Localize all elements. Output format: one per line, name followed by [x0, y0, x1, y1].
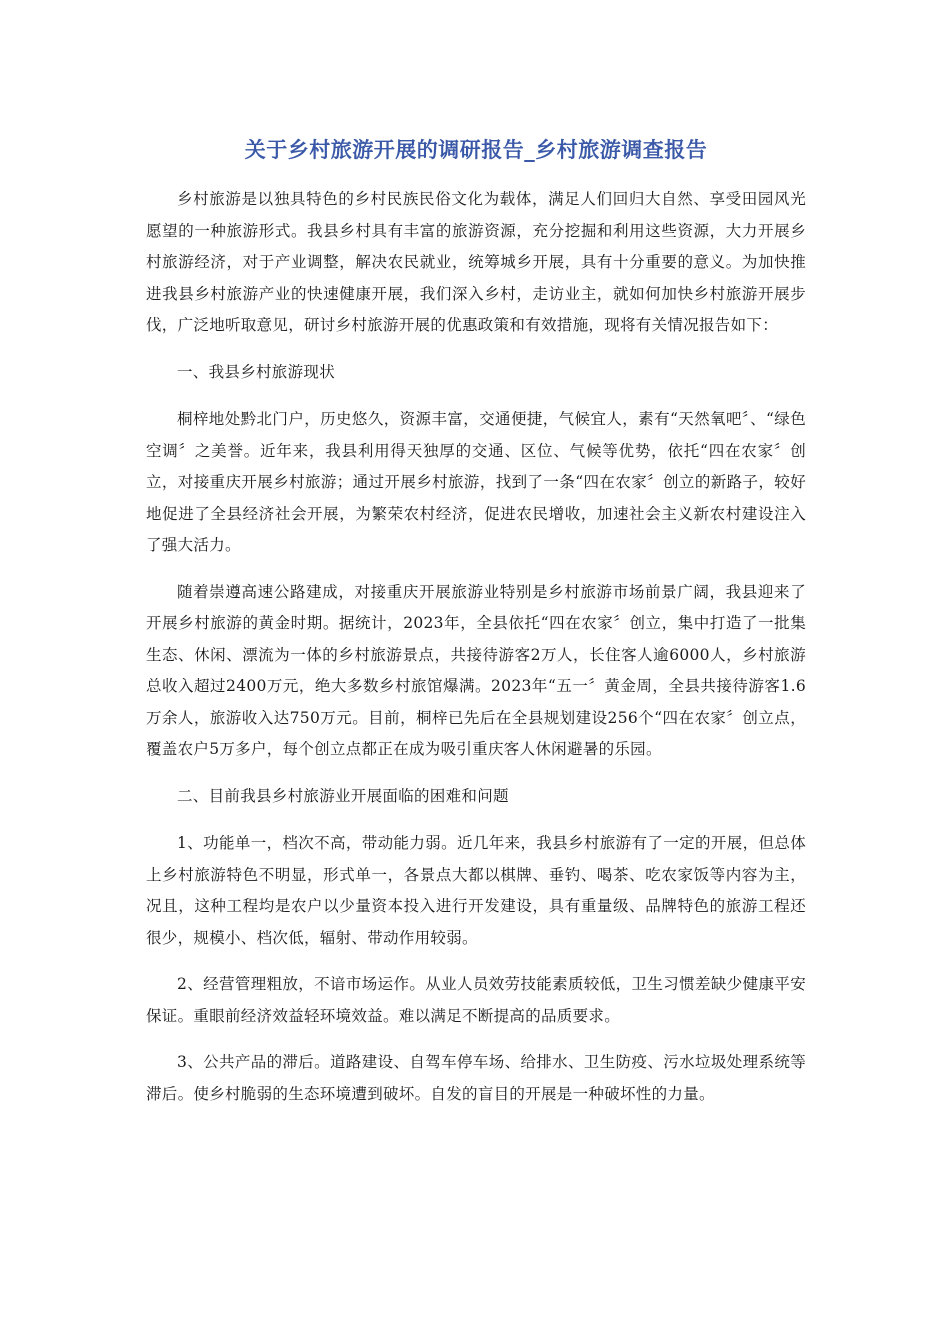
problem-paragraph-2: 2、经营管理粗放，不谙市场运作。从业人员效劳技能素质较低，卫生习惯差缺少健康平安保证。重眼前经济效益轻环境效益。难以满足不断提高的品质要求。: [146, 975, 806, 1025]
intro-paragraph: 乡村旅游是以独具特色的乡村民族民俗文化为载体，满足人们回归大自然、享受田园风光愿望的一种旅游形式。我县乡村具有丰富的旅游资源，充分挖掘和利用这些资源，大力开展乡村旅游经济，对于产业调整，解决农民就业，统筹城乡开展，具有十分重要的意义。为加快推进我县乡村旅游产业的快速健康开展，我们深入乡村，走访业主，就如何加快乡村旅游开展步伐，广泛地听取意见，研讨乡村旅游开展的优惠政策和有效措施，现将有关情况报告如下：: [146, 190, 806, 334]
problem-paragraph-1: 1、功能单一，档次不高，带动能力弱。近几年来，我县乡村旅游有了一定的开展，但总体上乡村旅游特色不明显，形式单一，各景点大都以棋牌、垂钓、喝茶、吃农家饭等内容为主，况且，这种工程均是农户以少量资本投入进行开发建设，具有重量级、品牌特色的旅游工程还很少，规模小、档次低，辐射、带动作用较弱。: [146, 834, 806, 947]
document-title: 关于乡村旅游开展的调研报告_乡村旅游调查报告: [244, 138, 708, 162]
status-paragraph-1: 桐梓地处黔北门户，历史悠久，资源丰富，交通便捷，气候宜人，素有“天然氧吧〞、“绿色空调〞之美誉。近年来，我县利用得天独厚的交通、区位、气候等优势，依托“四在农家〞创立，对接重庆开展乡村旅游；通过开展乡村旅游，找到了一条“四在农家〞创立的新路子，较好地促进了全县经济社会开展，为繁荣农村经济，促进农民增收，加速社会主义新农村建设注入了强大活力。: [146, 410, 806, 554]
document-page: [146, 134, 806, 1125]
status-paragraph-2: 随着崇遵高速公路建成，对接重庆开展旅游业特别是乡村旅游市场前景广阔，我县迎来了开展乡村旅游的黄金时期。据统计，2023年，全县依托“四在农家〞创立，集中打造了一批集生态、休闲、漂流为一体的乡村旅游景点，共接待游客2万人，长住客人逾6000人，乡村旅游总收入超过2400万元，绝大多数乡村旅馆爆满。2023年“五一〞黄金周，全县共接待游客1.6万余人，旅游收入达750万元。目前，桐梓已先后在全县规划建设256个“四在农家〞创立点，覆盖农户5万多户，每个创立点都正在成为吸引重庆客人休闲避暑的乐园。: [146, 582, 806, 758]
problem-paragraph-3: 3、公共产品的滞后。道路建设、自驾车停车场、给排水、卫生防疫、污水垃圾处理系统等滞后。使乡村脆弱的生态环境遭到破坏。自发的盲目的开展是一种破坏性的力量。: [146, 1053, 806, 1103]
section-heading-2: 二、目前我县乡村旅游业开展面临的困难和问题: [177, 786, 509, 805]
section-heading-1: 一、我县乡村旅游现状: [177, 362, 336, 381]
